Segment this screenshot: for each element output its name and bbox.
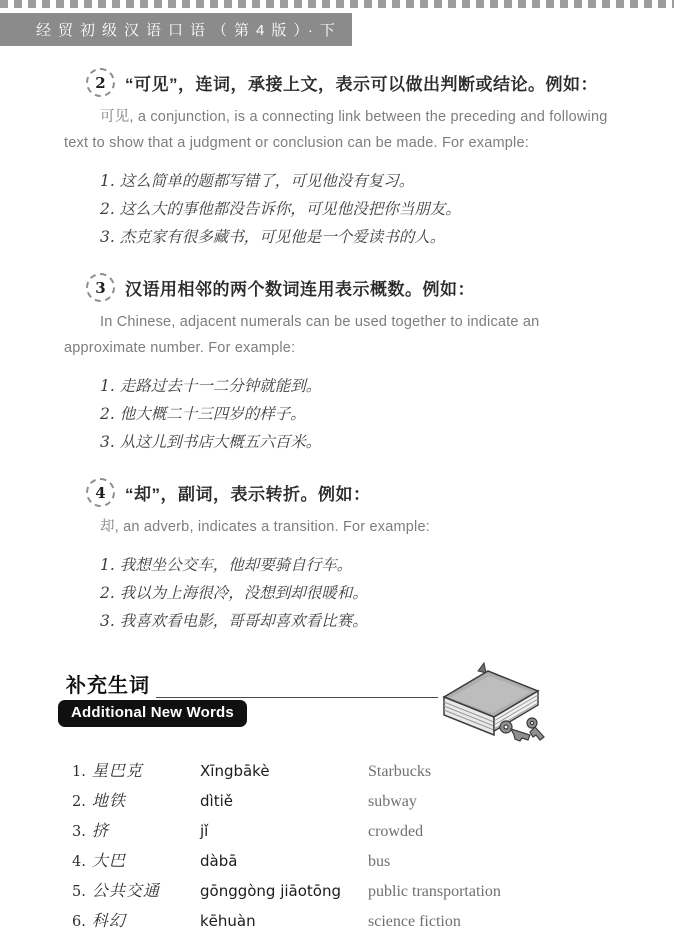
example-sentences (100, 551, 616, 635)
vocab-row (72, 817, 616, 846)
example-sentence: 1. 走路过去十一二分钟就能到。 (100, 377, 322, 395)
section-number-badge-icon (86, 68, 115, 97)
vocab-hanzi: 挤 (91, 821, 109, 840)
vocab-word (72, 847, 200, 876)
example-sentence: 2. 我以为上海很冷，没想到却很暖和。 (100, 584, 368, 602)
section-heading-text: “可见”，连词，承接上文，表示可以做出判断或结论。例如： (125, 75, 598, 94)
section-number: 3 (95, 278, 106, 297)
example-sentence: 1. 我想坐公交车，他却要骑自行车。 (100, 556, 353, 574)
vocab-hanzi: 星巴克 (91, 761, 143, 780)
example-sentence: 3. 我喜欢看电影，哥哥却喜欢看比赛。 (100, 612, 368, 630)
book-title: 经贸初级汉语口语（第4版）·下 (36, 22, 342, 39)
vocab-word (72, 877, 200, 906)
vocab-word (72, 817, 200, 846)
vocab-number: 1. (72, 764, 86, 780)
vocab-title-english-badge: Additional New Words (58, 700, 247, 727)
additional-new-words-section (64, 669, 616, 936)
vocab-row (72, 847, 616, 876)
vocab-word (72, 907, 200, 936)
vocab-number: 2. (72, 794, 86, 810)
section-heading-row (86, 68, 616, 97)
example-sentences (100, 372, 616, 456)
vocab-hanzi: 大巴 (91, 851, 126, 870)
page-top-dotted-border (0, 0, 674, 8)
vocab-pinyin: dìtiě (200, 792, 233, 810)
vocab-pinyin: kēhuàn (200, 912, 256, 930)
vocab-hanzi: 地铁 (91, 791, 126, 810)
section-number: 4 (95, 483, 106, 502)
vocab-title-chinese: 补充生词 (66, 675, 150, 697)
vocab-english: bus (368, 853, 391, 870)
vocab-row (72, 877, 616, 906)
vocab-pinyin: gōnggòng jiāotōng (200, 882, 342, 900)
section-number-badge-icon (86, 273, 115, 302)
section-explanation-english: 却, an adverb, indicates a transition. For example: (100, 519, 430, 535)
vocab-pinyin: dàbā (200, 852, 238, 870)
vocab-number: 5. (72, 884, 86, 900)
vocab-english: public transportation (368, 883, 501, 900)
divider-line (156, 697, 438, 698)
section-heading-text: “却”，副词，表示转折。例如： (125, 485, 371, 504)
vocab-table (72, 757, 616, 936)
grammar-section-4 (64, 478, 616, 635)
page-header-bar (0, 13, 352, 46)
vocab-english: crowded (368, 823, 424, 840)
section-heading-text: 汉语用相邻的两个数词连用表示概数。例如： (125, 280, 475, 299)
section-explanation-english: 可见, a conjunction, is a connecting link between the preceding and following text to show that a judgment or conclusion can be made. For example: (64, 109, 608, 151)
section-heading-row (86, 273, 616, 302)
example-sentences (100, 167, 616, 251)
page-content (0, 68, 674, 936)
grammar-section-2 (64, 68, 616, 251)
vocab-header (64, 669, 616, 741)
vocab-row (72, 907, 616, 936)
vocab-row (72, 757, 616, 786)
section-number: 2 (95, 73, 106, 92)
section-number-badge-icon (86, 478, 115, 507)
vocab-number: 4. (72, 854, 86, 870)
example-sentence: 2. 他大概二十三四岁的样子。 (100, 405, 306, 423)
vocab-number: 6. (72, 914, 86, 930)
vocab-hanzi: 公共交通 (91, 881, 160, 900)
grammar-section-3 (64, 273, 616, 456)
vocab-english: science fiction (368, 913, 461, 930)
vocab-hanzi: 科幻 (91, 911, 126, 930)
vocab-pinyin: Xīngbākè (200, 762, 270, 780)
stacked-books-icon (434, 661, 552, 745)
vocab-pinyin: jǐ (200, 822, 209, 840)
vocab-word (72, 757, 200, 786)
example-sentence: 3. 从这儿到书店大概五六百米。 (100, 433, 322, 451)
vocab-english: subway (368, 793, 417, 810)
example-sentence: 2. 这么大的事他都没告诉你，可见他没把你当朋友。 (100, 200, 461, 218)
section-heading-row (86, 478, 616, 507)
section-explanation-english: In Chinese, adjacent numerals can be used together to indicate an approximate number. For example: (64, 314, 540, 356)
example-sentence: 3. 杰克家有很多藏书，可见他是一个爱读书的人。 (100, 228, 446, 246)
vocab-row (72, 787, 616, 816)
example-sentence: 1. 这么简单的题都写错了，可见他没有复习。 (100, 172, 415, 190)
vocab-english: Starbucks (368, 763, 432, 780)
vocab-number: 3. (72, 824, 86, 840)
vocab-word (72, 787, 200, 816)
